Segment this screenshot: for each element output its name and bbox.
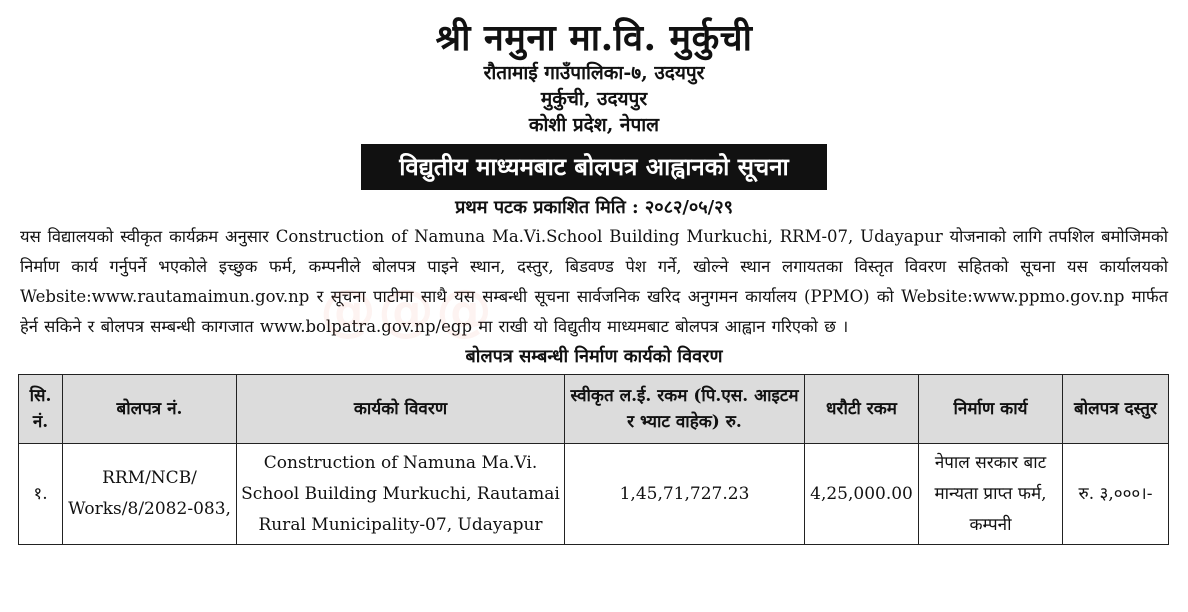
section-title: बोलपत्र सम्बन्धी निर्माण कार्यको विवरण [465, 346, 723, 367]
tender-table [18, 374, 1169, 545]
banner-wrap [18, 144, 1170, 190]
address-line-1: रौतामाई गाउँपालिका-७, उदयपुर [483, 62, 705, 84]
address-line-3: कोशी प्रदेश, नेपाल [528, 114, 660, 136]
table-row [19, 444, 1169, 545]
cell-deposit: 4,25,000.00 [805, 444, 919, 545]
header-fee: बोलपत्र दस्तुर [1063, 375, 1169, 444]
notice-body: यस विद्यालयको स्वीकृत कार्यक्रम अनुसार Construction of Namuna Ma.Vi.School Building Murkuchi, RRM-07, Udayapur योजनाको लागि तपशिल बमोजिमको निर्माण कार्य गर्नुपर्ने भएकोले इच्छुक फर्म, कम्पनीले बोलपत्र पाइने स्थान, दस्तुर, बिडवण्ड पेश गर्ने, खोल्ने स्थान लगायतका विस्तृत विवरण सहितको सूचना यस कार्यालयको Website:www.rautamaimun.gov.np र सूचना पाटीमा साथै यस सम्बन्धी सूचना सार्वजनिक खरिद अनुगमन कार्यालय (PPMO) को Website:www.ppmo.gov.np मार्फत हेर्न सकिने र बोलपत्र सम्बन्धी कागजात www.bolpatra.gov.np/egp मा राखी यो विद्युतीय माध्यमबाट बोलपत्र आह्वान गरिएको छ । [20, 227, 1168, 336]
school-name: श्री नमुना मा.वि. मुर्कुची [435, 17, 753, 59]
header-bid-no: बोलपत्र नं. [63, 375, 237, 444]
table-header-row [19, 375, 1169, 444]
watermark: @@@ [320, 278, 494, 343]
header-estimate: स्वीकृत ल.ई. रकम (पि.एस. आइटम र भ्याट वाहेक) रु. [565, 375, 805, 444]
notice-page [0, 16, 1188, 612]
header-sn: सि. नं. [19, 375, 63, 444]
cell-sn: १. [19, 444, 63, 545]
header-eligibility: निर्माण कार्य [919, 375, 1063, 444]
cell-fee: रु. ३,०००।- [1063, 444, 1169, 545]
address-line-2: मुर्कुची, उदयपुर [540, 88, 648, 110]
header-description: कार्यको विवरण [237, 375, 565, 444]
cell-eligibility: नेपाल सरकार बाट मान्यता प्राप्त फर्म, कम्पनी [919, 444, 1063, 545]
published-date: प्रथम पटक प्रकाशित मिति : २०८२/०५/२९ [455, 197, 733, 218]
cell-bid-no: RRM/NCB/ Works/8/2082-083, [63, 444, 237, 545]
notice-banner-title: विद्युतीय माध्यमबाट बोलपत्र आह्वानको सूचना [361, 144, 827, 190]
header-deposit: धरौटी रकम [805, 375, 919, 444]
cell-estimate: 1,45,71,727.23 [565, 444, 805, 545]
cell-description: Construction of Namuna Ma.Vi. School Building Murkuchi, Rautamai Rural Municipality-07, Udayapur [237, 444, 565, 545]
